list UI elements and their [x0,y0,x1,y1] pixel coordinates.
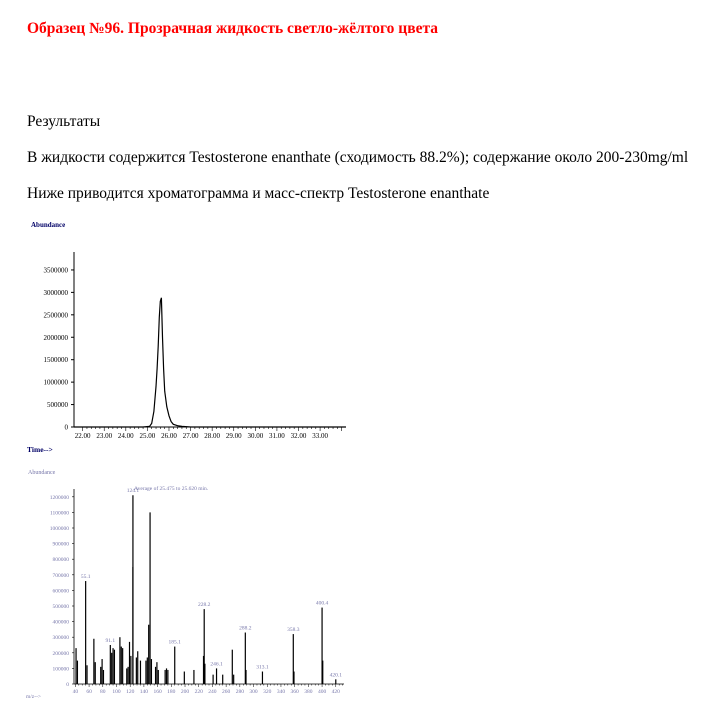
spec-y-tick-label: 900000 [52,541,69,548]
spec-peak-label: 400.4 [315,600,329,607]
spec-x-tick-label: 180 [167,689,176,695]
chrom-x-tick-label: 23.00 [96,432,113,440]
chrom-y-tick-label: 2500000 [43,311,68,320]
spec-y-tick-label: 500000 [52,604,69,610]
chrom-x-tick-label: 22.00 [74,432,91,440]
spec-x-tick-label: 100 [112,689,121,695]
spec-x-tick-label: 80 [100,689,106,695]
spec-peak-label: 358.3 [287,627,300,634]
chrom-x-tick-label: 33.00 [312,432,328,440]
chrom-ylabel: Abundance [31,221,66,229]
spec-ylabel: Abundance [28,470,56,476]
spec-x-tick-label: 320 [263,689,272,695]
spec-xlabel: m/z--> [26,694,42,700]
spec-x-tick-label: 360 [290,689,299,695]
spec-y-tick-label: 600000 [52,588,69,595]
spec-title: Average of 25.475 to 25.620 min. [134,486,209,492]
spec-x-tick-label: 380 [304,689,313,695]
spec-y-tick-label: 200000 [52,650,69,657]
spec-x-tick-label: 280 [235,689,244,695]
chrom-y-tick-label: 3500000 [43,266,68,275]
spec-x-tick-label: 420 [331,689,340,695]
spec-peak-label: 91.1 [105,638,116,644]
chrom-x-tick-label: 25.00 [139,432,156,440]
chromatogram-chart [0,214,360,454]
spec-y-tick-label: 1100000 [49,510,69,517]
spec-x-tick-label: 60 [86,689,92,695]
spec-peak-label: 185.1 [168,639,181,646]
chrom-series-line [74,298,346,427]
chrom-y-tick-label: 1000000 [43,378,68,387]
spec-x-tick-label: 400 [317,689,327,695]
chrom-x-tick-label: 27.00 [182,432,199,440]
spec-x-tick-label: 160 [153,689,162,695]
mass-spectrum-chart [0,462,360,702]
chrom-y-tick-label: 3000000 [43,288,68,297]
spec-y-tick-label: 800000 [52,557,69,564]
spec-peak-label: 313.1 [256,664,269,671]
chrom-y-tick-label: 500000 [47,401,68,410]
spec-peak-label: 228.2 [198,602,211,609]
chrom-xlabel: Time--> [27,445,53,454]
sample-title: Образец №96. Прозрачная жидкость светло-жёлтого цвета [27,20,439,37]
spec-peak-label: 288.2 [239,625,252,632]
spec-x-tick-label: 340 [276,689,286,695]
spec-peak-label: 420.1 [329,672,342,679]
chrom-y-tick-label: 2000000 [43,333,68,342]
spec-y-tick-label: 0 [66,682,69,688]
spec-x-tick-label: 240 [208,689,217,695]
spec-x-tick-label: 200 [180,689,190,695]
spec-peak-label: 124.1 [126,488,140,495]
spec-y-tick-label: 700000 [52,572,69,579]
spec-y-tick-label: 400000 [52,619,69,626]
spec-x-tick-label: 300 [249,689,258,695]
chrom-x-tick-label: 26.00 [161,432,177,440]
chrom-x-tick-label: 31.00 [269,432,285,440]
results-heading: Результаты [27,113,101,130]
spec-y-tick-label: 1200000 [49,494,69,501]
spec-peak-label: 246.1 [210,661,223,668]
chrom-x-tick-label: 29.00 [225,432,242,440]
chrom-x-tick-label: 30.00 [247,432,264,440]
result-text: В жидкости содержится Testosterone enanthate (сходимость 88.2%); содержание около 200-230mg/ml [27,149,689,166]
chrom-x-tick-label: 32.00 [290,432,307,440]
chrom-y-tick-label: 0 [64,423,68,432]
spec-x-tick-label: 140 [139,689,149,695]
chart-caption: Ниже приводится хроматограмма и масс-спектр Testosterone enanthate [27,185,490,202]
spec-y-tick-label: 100000 [52,666,69,673]
spec-y-tick-label: 300000 [52,635,69,642]
spec-x-tick-label: 120 [126,689,135,695]
chrom-x-tick-label: 28.00 [204,432,221,440]
chrom-y-tick-label: 1500000 [43,356,68,365]
chrom-x-tick-label: 24.00 [117,432,134,440]
spec-x-tick-label: 260 [222,689,231,695]
spec-y-tick-label: 1000000 [49,526,69,532]
spec-x-tick-label: 220 [194,689,203,695]
spec-peak-label: 55.1 [80,574,91,581]
spec-x-tick-label: 40 [72,689,79,695]
